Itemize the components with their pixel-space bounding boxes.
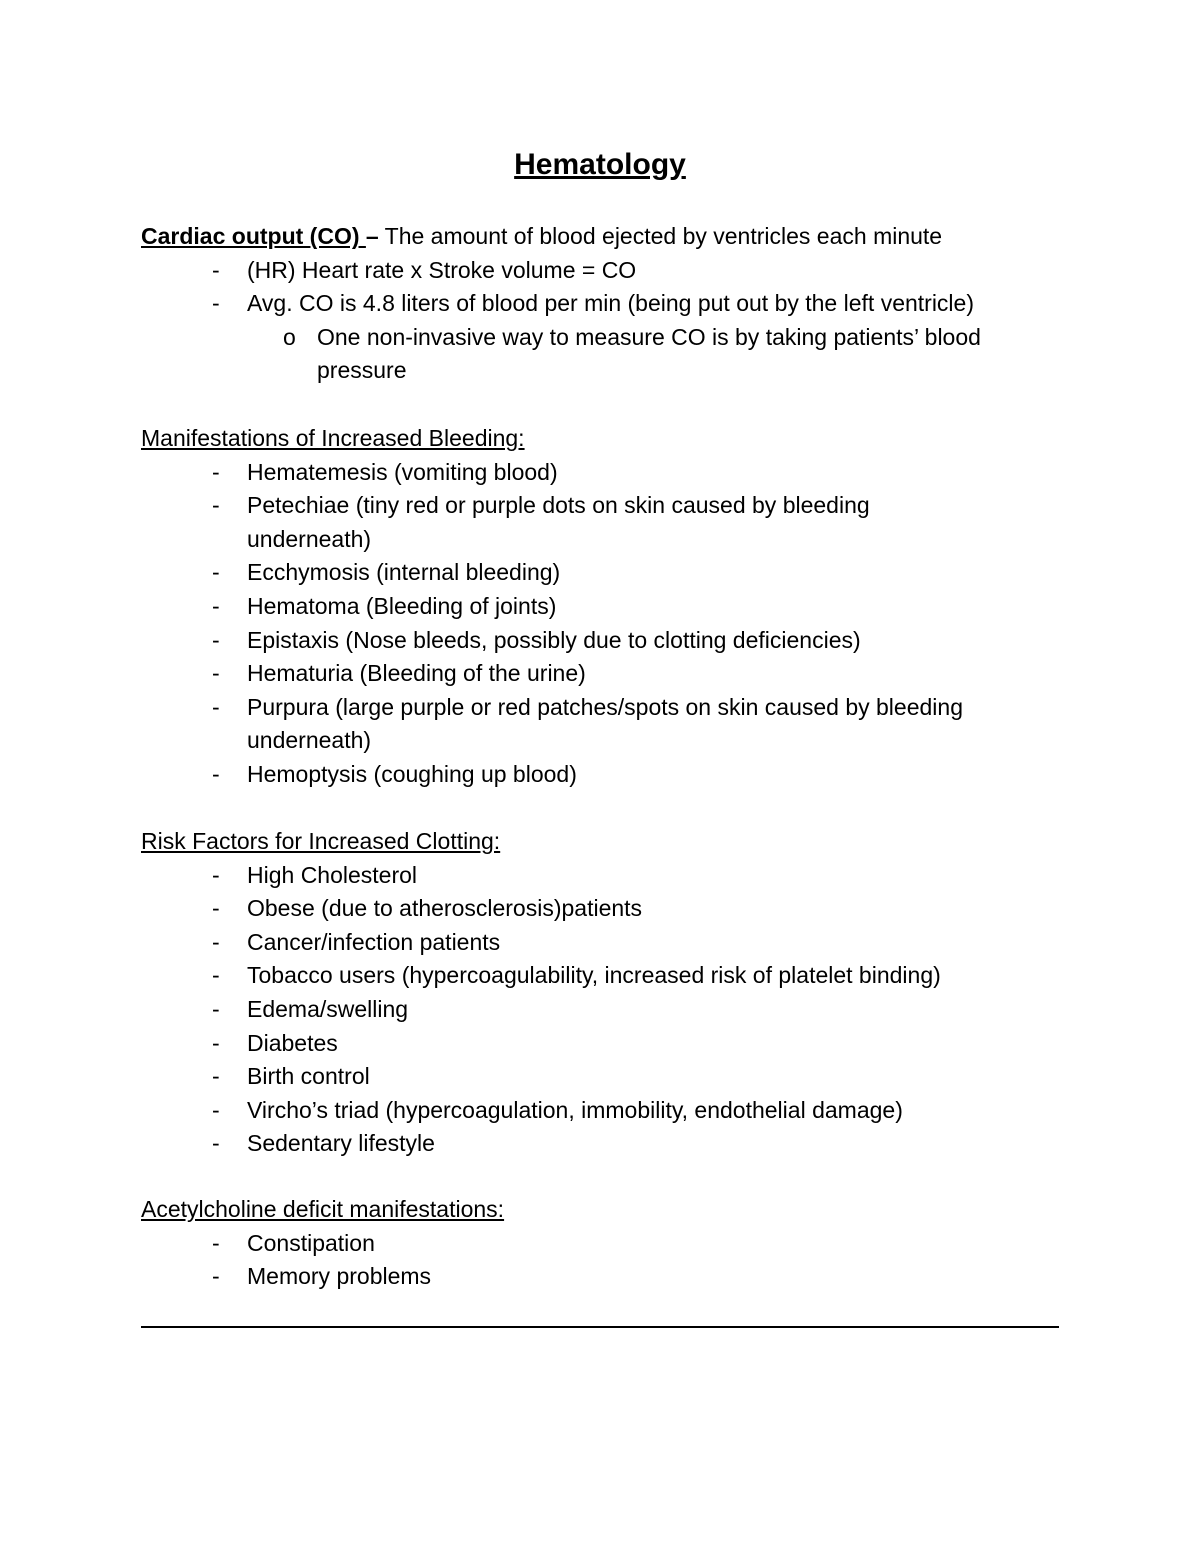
cardiac-output-heading [141,220,1061,254]
clotting-heading: Risk Factors for Increased Clotting: [141,828,501,854]
dash-bullet: - [212,256,220,283]
circle-bullet: o [283,323,296,350]
list-item: - Constipation [141,1227,1061,1261]
list-item: - Hemoptysis (coughing up blood) [141,758,1061,792]
list-item: - Sedentary lifestyle [141,1127,1061,1161]
dash-bullet: - [212,290,220,317]
list-item: - Obese (due to atherosclerosis)patients [141,892,1061,926]
bleeding-heading: Manifestations of Increased Bleeding: [141,425,525,451]
bleeding-section [141,422,1061,792]
list-item: - Hematoma (Bleeding of joints) [141,590,1061,624]
list-item: - Hematemesis (vomiting blood) [141,456,1061,490]
list-item: - High Cholesterol [141,859,1061,893]
list-item: - Avg. CO is 4.8 liters of blood per min (being put out by the left ventricle) [141,287,1061,321]
dash-bullet: - [212,1130,220,1157]
dash-bullet: - [212,1063,220,1090]
sub-list-item: o One non-invasive way to measure CO is by taking patients’ blood pressure [141,321,1061,388]
cardiac-output-definition: The amount of blood ejected by ventricles each minute [378,223,943,249]
dash-bullet: - [212,928,220,955]
acetylcholine-section [141,1193,1061,1294]
cardiac-output-list [141,254,1061,321]
list-item: - Hematuria (Bleeding of the urine) [141,657,1061,691]
list-item: - Petechiae (tiny red or purple dots on skin caused by bleeding underneath) [141,489,1061,556]
clotting-section [141,825,1061,1161]
dash-bullet: - [212,626,220,653]
cardiac-output-term: Cardiac output (CO) [141,223,366,249]
dash-bullet: - [212,660,220,687]
list-item: - Cancer/infection patients [141,926,1061,960]
dash-bullet: - [212,592,220,619]
dash-bullet: - [212,760,220,787]
dash-bullet: - [212,895,220,922]
acetylcholine-list [141,1227,1061,1294]
list-item: - Tobacco users (hypercoagulability, increased risk of platelet binding) [141,959,1061,993]
dash-bullet: - [212,962,220,989]
list-item: - (HR) Heart rate x Stroke volume = CO [141,254,1061,288]
dash-bullet: - [212,1096,220,1123]
list-item: - Memory problems [141,1260,1061,1294]
list-item: - Epistaxis (Nose bleeds, possibly due to clotting deficiencies) [141,624,1061,658]
acetylcholine-heading: Acetylcholine deficit manifestations: [141,1196,505,1222]
page-title: Hematology [514,148,686,181]
clotting-list [141,859,1061,1161]
cardiac-output-sublist [141,321,1061,388]
list-item: - Diabetes [141,1027,1061,1061]
dash-bullet: - [212,995,220,1022]
list-item: - Purpura (large purple or red patches/spots on skin caused by bleeding underneath) [141,691,1061,758]
dash-bullet: - [212,492,220,519]
list-item: - Ecchymosis (internal bleeding) [141,556,1061,590]
horizontal-rule [141,1326,1059,1328]
list-item: - Edema/swelling [141,993,1061,1027]
dash-bullet: - [212,1029,220,1056]
dash-bullet: - [212,458,220,485]
cardiac-output-section [141,220,1061,388]
dash-bullet: - [212,559,220,586]
dash-bullet: - [212,1229,220,1256]
dash-bullet: - [212,693,220,720]
list-item: - Birth control [141,1060,1061,1094]
dash-bullet: - [212,861,220,888]
dash-bullet: - [212,1263,220,1290]
bleeding-list [141,456,1061,792]
cardiac-output-dash: – [365,223,379,249]
list-item: - Vircho’s triad (hypercoagulation, immobility, endothelial damage) [141,1094,1061,1128]
